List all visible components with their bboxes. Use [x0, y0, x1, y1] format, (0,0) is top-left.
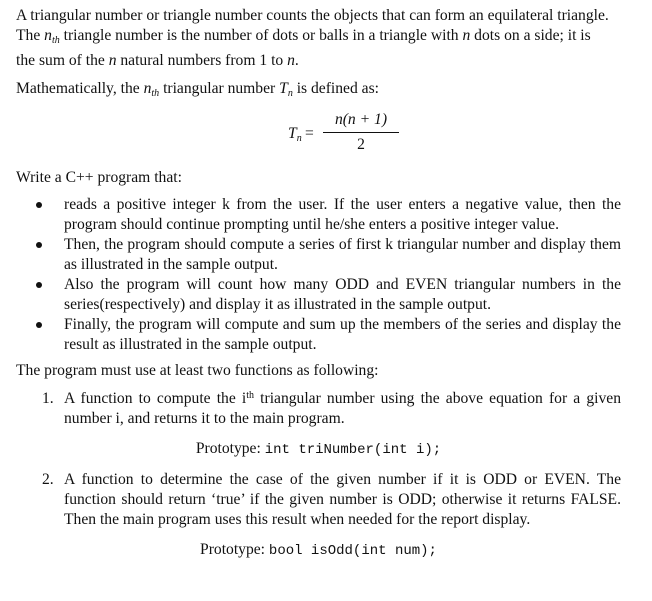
t-variable: T: [279, 80, 288, 97]
function-item-2: [16, 470, 621, 530]
intro-text: natural numbers from 1 to: [116, 52, 288, 69]
th-subscript: th: [51, 35, 60, 46]
write-prompt: Write a C++ program that:: [16, 169, 182, 186]
must-use-text: The program must use at least two functions as following:: [16, 362, 379, 379]
prototype-label: Prototype:: [200, 541, 269, 558]
intro-text: triangle number is the number of dots or balls in a triangle with: [59, 27, 463, 44]
triangular-formula: [16, 110, 621, 162]
formula-fraction: [323, 110, 399, 155]
fraction-bar: [323, 132, 399, 133]
function-text: A function to determine the case of the given number if it is ODD or EVEN. The function should return ‘true’ if the given number is ODD; otherwise it returns FALSE. Then the main program uses this result when needed for the report display.: [64, 471, 621, 528]
intro-line-2: [16, 26, 621, 51]
math-def-text: Mathematically, the: [16, 80, 144, 97]
intro-line-1: A triangular number or triangle number counts the objects that can form an equilateral triangle.: [16, 7, 609, 24]
n-variable: n: [287, 52, 295, 69]
bullet-icon: [36, 202, 42, 208]
bullet-icon: [36, 322, 42, 328]
math-def-text: is defined as:: [292, 80, 379, 97]
list-item: [16, 235, 621, 275]
th-subscript: th: [151, 88, 160, 99]
n-variable: n: [143, 80, 152, 97]
bullet-icon: [36, 242, 42, 248]
n-variable: n: [108, 52, 117, 69]
formula-equals: =: [305, 125, 314, 142]
prototype-label: Prototype:: [195, 440, 265, 457]
intro-text: dots on a side; it is: [470, 27, 591, 44]
item-number: 1.: [42, 390, 54, 407]
list-item-text: Then, the program should compute a series of first k triangular number and display them as illustrated in the sample output.: [64, 236, 621, 273]
intro-text: the sum of the: [16, 52, 109, 69]
requirements-list: [16, 195, 621, 355]
prototype-code: bool isOdd(int num);: [268, 543, 437, 559]
list-item-text: reads a positive integer k from the user. If the user enters a negative value, then the program should continue prompting until he/she enters a positive integer value.: [64, 196, 621, 233]
math-definition: [16, 79, 621, 104]
list-item: [16, 315, 621, 355]
intro-paragraph: [16, 6, 621, 71]
formula-lhs: [288, 124, 302, 149]
prototype-code: int triNumber(int i);: [264, 442, 442, 458]
n-variable: n: [44, 27, 52, 44]
intro-line-3: [16, 51, 621, 71]
prototype-1: [16, 439, 621, 460]
document-body: [16, 6, 621, 571]
item-number: 2.: [42, 471, 54, 488]
formula-n-subscript: n: [296, 133, 302, 144]
bullet-icon: [36, 282, 42, 288]
n-variable: n: [462, 27, 471, 44]
n-subscript: n: [287, 88, 293, 99]
function-text: triangular number using the above equation for a given number i, and returns it to the main program.: [64, 390, 621, 427]
list-item: [16, 275, 621, 315]
intro-text: .: [294, 52, 299, 69]
function-item-1: [16, 389, 621, 429]
list-item-text: Finally, the program will compute and sum up the members of the series and display the result as illustrated in the sample output.: [64, 316, 621, 353]
functions-list: [16, 389, 621, 561]
formula-numerator: n(n + 1): [334, 111, 388, 128]
function-text: A function to compute the i: [64, 390, 247, 407]
formula-t: T: [288, 125, 297, 142]
list-item-text: Also the program will count how many ODD and EVEN triangular numbers in the series(respectively) and display it as illustrated in the sample output.: [64, 276, 621, 313]
prototype-2: [16, 540, 621, 561]
math-def-text: triangular number: [159, 80, 280, 97]
intro-text: The: [16, 27, 45, 44]
th-superscript: th: [246, 390, 255, 401]
formula-denominator: 2: [357, 136, 365, 153]
list-item: [16, 195, 621, 235]
